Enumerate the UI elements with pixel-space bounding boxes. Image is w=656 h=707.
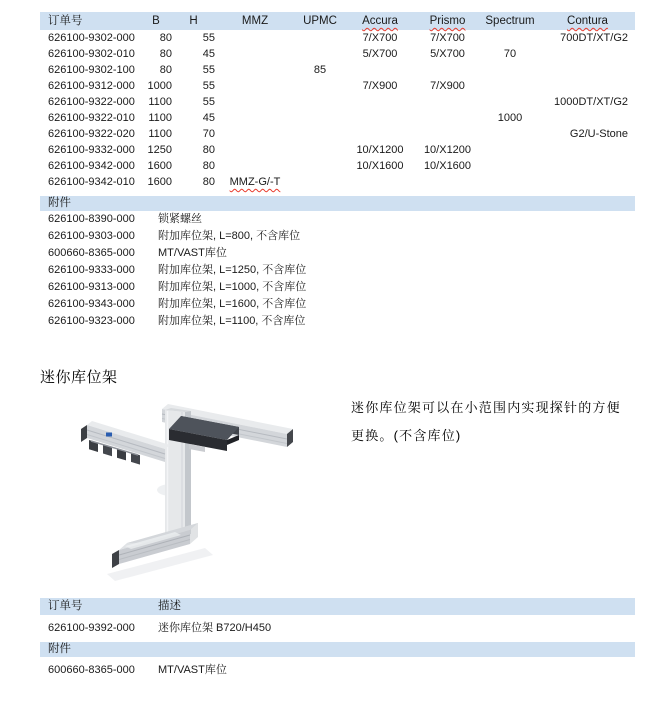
table-cell <box>415 94 480 110</box>
table-row <box>40 94 635 110</box>
table-cell: 626100-9342-010 <box>48 176 135 188</box>
table-row <box>40 174 635 190</box>
table-cell <box>215 62 295 78</box>
table-cell <box>295 30 345 46</box>
column-header: 描述 <box>158 600 181 612</box>
table-cell: 626100-9302-000 <box>48 32 135 44</box>
order-table-header-row <box>40 598 635 615</box>
table-cell: 1250 <box>147 144 172 156</box>
brand-chip <box>106 433 112 437</box>
description: 锁紧螺丝 <box>158 213 202 225</box>
table-row <box>40 30 635 46</box>
table-cell: 626100-9322-000 <box>48 96 135 108</box>
accessory-row <box>40 211 635 228</box>
table-cell: 10/X1600 <box>356 160 404 172</box>
table-cell <box>215 46 295 62</box>
table-cell: 80 <box>202 160 215 172</box>
table-cell: 1100 <box>148 96 172 108</box>
table-cell: MMZ-G/-T <box>229 176 281 188</box>
description-line: 更换。(不含库位) <box>351 428 462 443</box>
table-cell: 7/X900 <box>362 80 398 92</box>
table-cell <box>295 126 345 142</box>
table-cell: 5/X700 <box>430 48 465 60</box>
accessory-row <box>40 657 635 684</box>
column-header: MMZ <box>241 15 269 27</box>
spec-table-header-row <box>40 12 635 30</box>
table-cell <box>540 142 635 158</box>
spec-table-body <box>40 30 635 190</box>
table-cell: 55 <box>202 80 215 92</box>
table-cell <box>295 158 345 174</box>
table-row <box>40 126 635 142</box>
table-row <box>40 142 635 158</box>
table-cell <box>215 126 295 142</box>
column-header: UPMC <box>303 15 337 27</box>
table-cell <box>295 94 345 110</box>
table-cell: 626100-9312-000 <box>48 80 135 92</box>
description: 附加库位架, L=1000, 不含库位 <box>158 281 307 293</box>
order-number: 600660-8365-000 <box>48 664 135 676</box>
table-cell: 1100 <box>148 112 172 124</box>
product-spec-table <box>40 12 635 190</box>
table-cell <box>295 142 345 158</box>
table-cell <box>295 46 345 62</box>
table-cell: 45 <box>202 48 215 60</box>
table-cell <box>540 110 635 126</box>
table-cell <box>215 30 295 46</box>
description: 附加库位架, L=800, 不含库位 <box>158 230 301 242</box>
table-cell: 1600 <box>147 160 172 172</box>
table-cell <box>480 158 540 174</box>
table-cell <box>540 158 635 174</box>
table-cell: 80 <box>202 144 215 156</box>
table-cell: 10/X1200 <box>423 144 472 156</box>
table-row <box>40 78 635 94</box>
column-header: Spectrum <box>485 15 535 27</box>
table-cell: G2/U-Stone <box>569 128 628 140</box>
table-cell: 70 <box>202 128 215 140</box>
table-cell <box>480 126 540 142</box>
table-cell <box>540 78 635 94</box>
table-row <box>40 62 635 78</box>
table-cell <box>540 174 635 190</box>
table-cell: 85 <box>313 64 327 76</box>
order-number: 626100-9343-000 <box>48 298 135 310</box>
mini-rack-description <box>351 394 651 450</box>
table-cell: 700DT/XT/G2 <box>560 32 628 44</box>
order-number: 626100-9323-000 <box>48 315 135 327</box>
table-cell <box>215 78 295 94</box>
table-cell <box>480 94 540 110</box>
accessories-list <box>40 211 635 330</box>
table-cell: 5/X700 <box>362 48 398 60</box>
table-cell: 70 <box>503 48 517 60</box>
column-header: H <box>189 15 198 27</box>
table-cell <box>345 62 415 78</box>
order-number: 626100-9303-000 <box>48 230 135 242</box>
column-header: 订单号 <box>48 600 83 612</box>
table-cell: 55 <box>202 32 215 44</box>
column-header: 订单号 <box>48 15 83 27</box>
table-cell: 80 <box>202 176 215 188</box>
description: 附加库位架, L=1250, 不含库位 <box>158 264 307 276</box>
table-cell: 626100-9332-000 <box>48 144 135 156</box>
accessory-row <box>40 228 635 245</box>
table-cell: 1600 <box>147 176 172 188</box>
table-cell <box>345 126 415 142</box>
section-heading: 迷你库位架 <box>40 369 118 386</box>
order-accessories-label: 附件 <box>40 642 635 657</box>
table-cell: 1000 <box>497 112 523 124</box>
order-number: 626100-9333-000 <box>48 264 135 276</box>
table-cell: 45 <box>202 112 215 124</box>
table-row <box>40 110 635 126</box>
table-cell: 55 <box>202 64 215 76</box>
description: MT/VAST库位 <box>158 664 227 676</box>
table-cell <box>215 94 295 110</box>
table-row <box>40 615 635 642</box>
table-cell: 626100-9342-000 <box>48 160 135 172</box>
table-cell <box>345 94 415 110</box>
accessory-row <box>40 245 635 262</box>
table-cell <box>415 110 480 126</box>
table-cell <box>415 126 480 142</box>
table-cell: 10/X1200 <box>356 144 404 156</box>
table-cell <box>295 110 345 126</box>
accessory-row <box>40 279 635 296</box>
table-cell: 626100-9322-020 <box>48 128 135 140</box>
order-number: 626100-8390-000 <box>48 213 135 225</box>
table-cell: 80 <box>159 64 172 76</box>
table-row <box>40 158 635 174</box>
table-cell: 80 <box>159 32 172 44</box>
column-header: Prismo <box>429 15 466 27</box>
table-cell: 626100-9302-100 <box>48 64 135 76</box>
table-row <box>40 46 635 62</box>
column-header: Accura <box>362 15 398 27</box>
table-cell: 7/X700 <box>362 32 398 44</box>
table-cell <box>415 62 480 78</box>
table-cell: 1100 <box>148 128 172 140</box>
order-accessories-list <box>40 657 635 684</box>
table-cell: 10/X1600 <box>423 160 472 172</box>
table-cell <box>480 78 540 94</box>
column-header: Contura <box>567 15 608 27</box>
description: 附加库位架, L=1100, 不含库位 <box>158 315 306 327</box>
accessory-row <box>40 313 635 330</box>
accessory-row <box>40 296 635 313</box>
table-cell: 7/X900 <box>430 80 465 92</box>
table-cell: 626100-9302-010 <box>48 48 135 60</box>
table-cell <box>295 174 345 190</box>
column-header: B <box>152 15 160 27</box>
order-table-body <box>40 615 635 642</box>
table-cell <box>215 110 295 126</box>
table-cell: 1000 <box>147 80 172 92</box>
table-cell: 1000DT/XT/G2 <box>554 96 628 108</box>
table-cell <box>215 158 295 174</box>
table-cell <box>345 110 415 126</box>
order-number: 600660-8365-000 <box>48 247 135 259</box>
accessory-row <box>40 262 635 279</box>
table-cell <box>295 78 345 94</box>
description: MT/VAST库位 <box>158 247 227 259</box>
accessories-section-label: 附件 <box>40 196 635 211</box>
table-cell <box>480 142 540 158</box>
description: 附加库位架, L=1600, 不含库位 <box>158 298 307 310</box>
table-cell <box>215 142 295 158</box>
description: 迷你库位架 B720/H450 <box>158 622 272 634</box>
table-cell <box>415 174 480 190</box>
order-table <box>40 598 635 684</box>
table-cell <box>480 30 540 46</box>
table-cell: 55 <box>202 96 215 108</box>
table-cell <box>480 174 540 190</box>
table-cell <box>345 174 415 190</box>
table-cell: 7/X700 <box>430 32 465 44</box>
order-number: 626100-9313-000 <box>48 281 135 293</box>
mini-rack-image <box>55 388 350 593</box>
table-cell <box>540 62 635 78</box>
description-line: 迷你库位架可以在小范围内实现探针的方便 <box>351 400 621 415</box>
table-cell <box>480 62 540 78</box>
table-cell: 626100-9322-010 <box>48 112 135 124</box>
table-cell <box>540 46 635 62</box>
table-cell: 80 <box>159 48 172 60</box>
accessories-section <box>40 196 635 330</box>
order-number: 626100-9392-000 <box>48 622 135 634</box>
